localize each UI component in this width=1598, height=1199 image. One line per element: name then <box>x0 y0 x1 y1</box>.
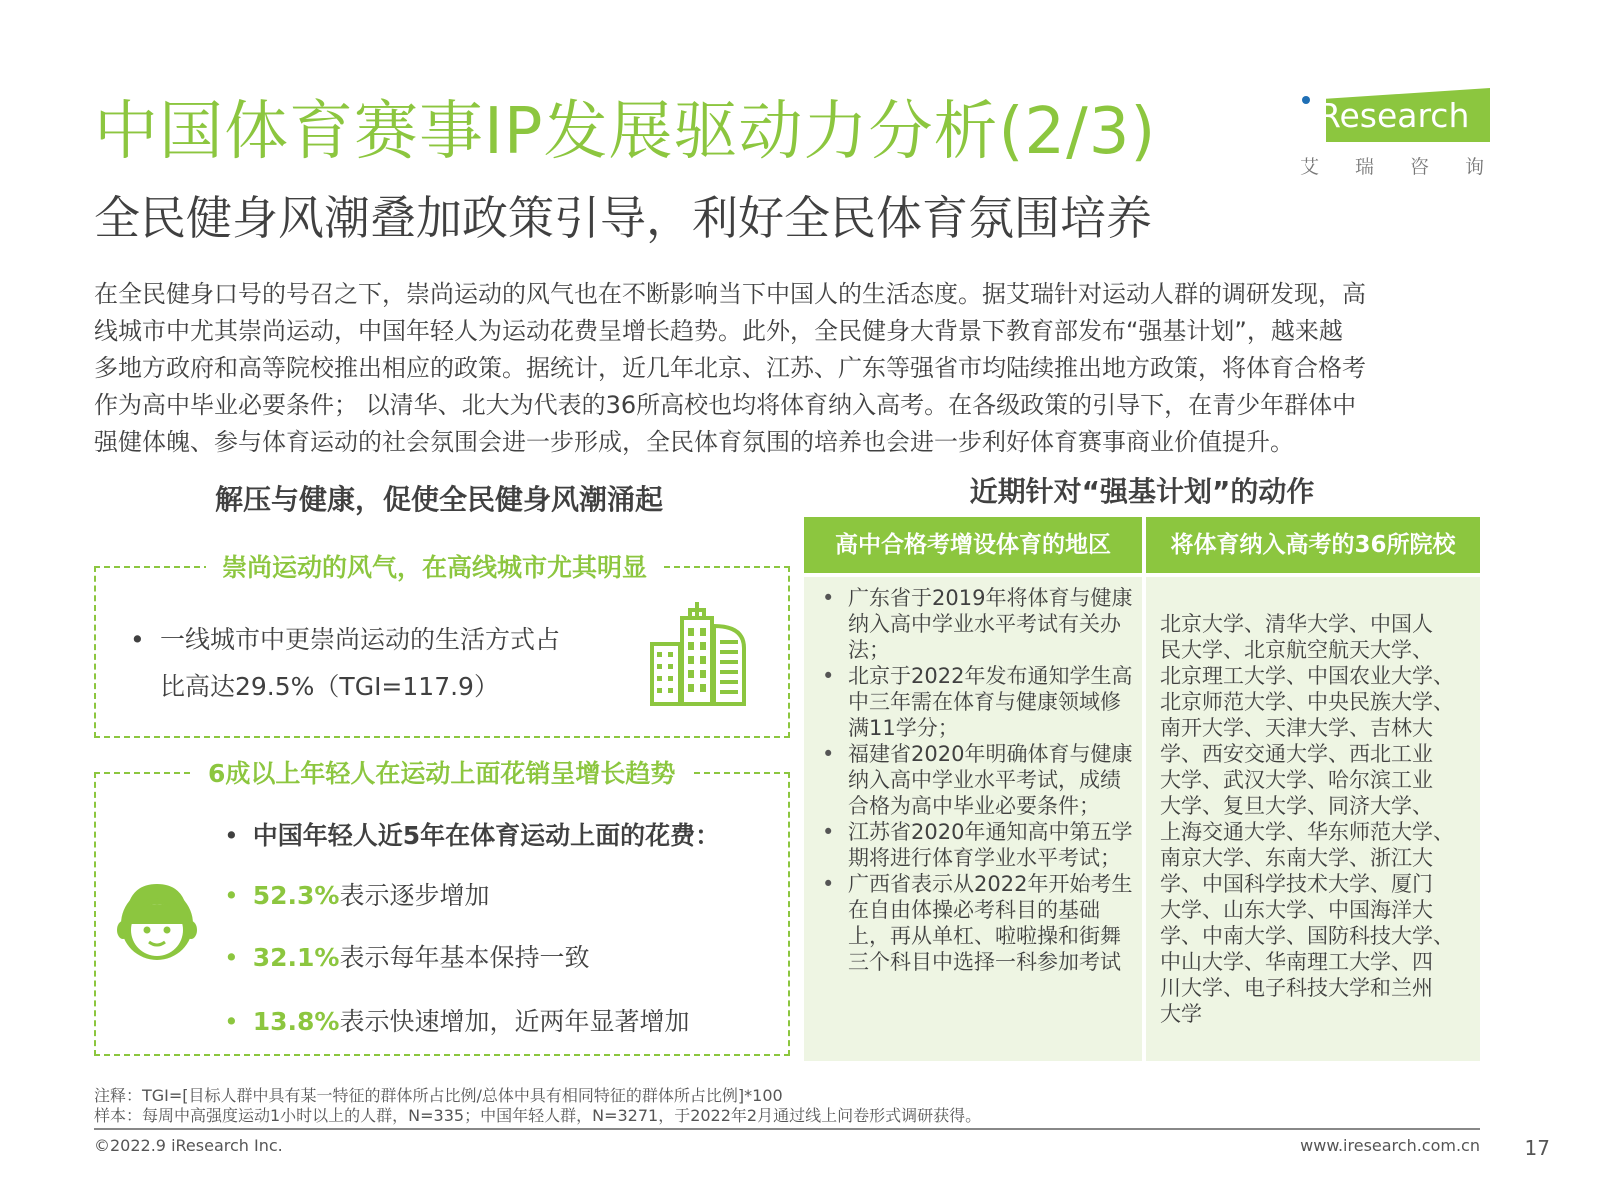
universities-line: 中山大学、华南理工大学、四 <box>1160 950 1433 974</box>
spending-item: • 32.1%表示每年基本保持一致 <box>224 943 590 972</box>
universities-line: 大学、山东大学、中国海洋大 <box>1160 898 1433 922</box>
box-label: 6成以上年轻人在运动上面花销呈增长趋势 <box>192 754 691 790</box>
logo-dot <box>1302 96 1310 104</box>
left-section-heading: 解压与健康，促使全民健身风潮涌起 <box>214 483 663 516</box>
spending-text: 表示每年基本保持一致 <box>339 943 590 972</box>
list-item: • 福建省2020年明确体育与健康纳入高中学业水平考试，成绩合格为高中毕业必要条件； <box>814 741 1134 819</box>
spending-text: 表示快速增加，近两年显著增加 <box>339 1007 690 1036</box>
logo-text: Research <box>1318 96 1470 135</box>
box1-text <box>130 616 560 710</box>
universities-line: 南京大学、东南大学、浙江大 <box>1160 846 1433 870</box>
box-label: 崇尚运动的风气，在高线城市尤其明显 <box>206 548 663 584</box>
table-header-regions: 高中合格考增设体育的地区 <box>804 517 1142 573</box>
spending-item: • 13.8%表示快速增加，近两年显著增加 <box>224 1007 690 1036</box>
spending-text: 表示逐步增加 <box>339 881 490 910</box>
regions-list <box>814 585 1134 975</box>
universities-line: 北京师范大学、中央民族大学、 <box>1160 690 1454 714</box>
intro-line: 线城市中尤其崇尚运动，中国年轻人为运动花费呈增长趋势。此外，全民健身大背景下教育部发布“强基计划”，越来越 <box>94 317 1343 345</box>
list-item: • 江苏省2020年通知高中第五学期将进行体育学业水平考试； <box>814 819 1134 871</box>
website-link[interactable]: www.iresearch.com.cn <box>1300 1136 1480 1155</box>
list-item: • 广东省于2019年将体育与健康纳入高中学业水平考试有关办法； <box>814 585 1134 663</box>
spending-item: • 52.3%表示逐步增加 <box>224 881 490 910</box>
universities-line: 大学、武汉大学、哈尔滨工业 <box>1160 768 1433 792</box>
page-title: 中国体育赛事IP发展驱动力分析(2/3) <box>94 95 1157 169</box>
page-number: 17 <box>1524 1136 1550 1160</box>
policy-table <box>804 517 1480 1061</box>
spending-pct: 13.8% <box>252 1007 340 1036</box>
intro-line: 作为高中毕业必要条件； 以清华、北大为代表的36所高校也均将体育纳入高考。在各级政策的引导下，在青少年群体中 <box>94 391 1357 419</box>
right-section-heading: 近期针对“强基计划”的动作 <box>969 475 1315 508</box>
spending-title: • 中国年轻人近5年在体育运动上面的花费： <box>224 821 721 850</box>
note-tgi: 注释：TGI=[目标人群中具有某一特征的群体所占比例/总体中具有相同特征的群体所占比例]*100 <box>94 1086 783 1105</box>
box1-line: 一线城市中更崇尚运动的生活方式占 <box>160 625 561 654</box>
universities-line: 大学、复旦大学、同济大学、 <box>1160 794 1433 818</box>
universities-line: 南开大学、天津大学、吉林大 <box>1160 716 1433 740</box>
logo-cn-text: 艾瑞咨询 <box>1300 156 1521 178</box>
spending-pct: 52.3% <box>252 881 340 910</box>
table-cell-regions <box>804 577 1142 1061</box>
table-cell-universities <box>1146 577 1480 1061</box>
table-header-universities: 将体育纳入高考的36所院校 <box>1146 517 1480 573</box>
universities-line: 大学 <box>1160 1002 1202 1026</box>
boy-face-icon <box>114 874 200 966</box>
intro-paragraph <box>94 276 1484 461</box>
universities-line: 民大学、北京航空航天大学、 <box>1160 638 1433 662</box>
universities-line: 北京理工大学、中国农业大学、 <box>1160 664 1454 688</box>
spending-pct: 32.1% <box>252 943 340 972</box>
universities-line: 学、西安交通大学、西北工业 <box>1160 742 1433 766</box>
universities-line: 上海交通大学、华东师范大学、 <box>1160 820 1454 844</box>
bullet: • <box>130 625 145 654</box>
list-item: • 广西省表示从2022年开始考生在自由体操必考科目的基础上，再从单杠、啦啦操和街舞三个科目中选择一科参加考试 <box>814 871 1134 975</box>
note-sample: 样本：每周中高强度运动1小时以上的人群，N=335；中国年轻人群，N=3271，于2022年2月通过线上问卷形式调研获得。 <box>94 1106 982 1125</box>
iresearch-logo <box>1298 82 1521 182</box>
universities-line: 川大学、电子科技大学和兰州 <box>1160 976 1433 1000</box>
page-subtitle: 全民健身风潮叠加政策引导，利好全民体育氛围培养 <box>94 191 1152 245</box>
high-tier-city-box <box>94 553 790 738</box>
universities-line: 北京大学、清华大学、中国人 <box>1160 612 1433 636</box>
universities-line: 学、中国科学技术大学、厦门 <box>1160 872 1433 896</box>
universities-line: 学、中南大学、国防科技大学、 <box>1160 924 1454 948</box>
footer-divider <box>94 1128 1480 1130</box>
intro-line: 多地方政府和高等院校推出相应的政策。据统计，近几年北京、江苏、广东等强省市均陆续推出地方政策，将体育合格考 <box>94 354 1366 382</box>
universities-text <box>1160 611 1466 1027</box>
building-icon <box>648 598 750 708</box>
copyright: ©2022.9 iResearch Inc. <box>94 1136 283 1155</box>
young-spending-box <box>94 759 790 1056</box>
box1-line: 比高达29.5%（TGI=117.9） <box>160 672 499 701</box>
list-item: • 北京于2022年发布通知学生高中三年需在体育与健康领域修满11学分； <box>814 663 1134 741</box>
intro-line: 强健体魄、参与体育运动的社会氛围会进一步形成，全民体育氛围的培养也会进一步利好体育赛事商业价值提升。 <box>94 428 1294 456</box>
footnotes <box>94 1086 981 1126</box>
column-divider <box>1142 517 1146 1061</box>
intro-line: 在全民健身口号的号召之下，崇尚运动的风气也在不断影响当下中国人的生活态度。据艾瑞针对运动人群的调研发现，高 <box>94 280 1366 308</box>
